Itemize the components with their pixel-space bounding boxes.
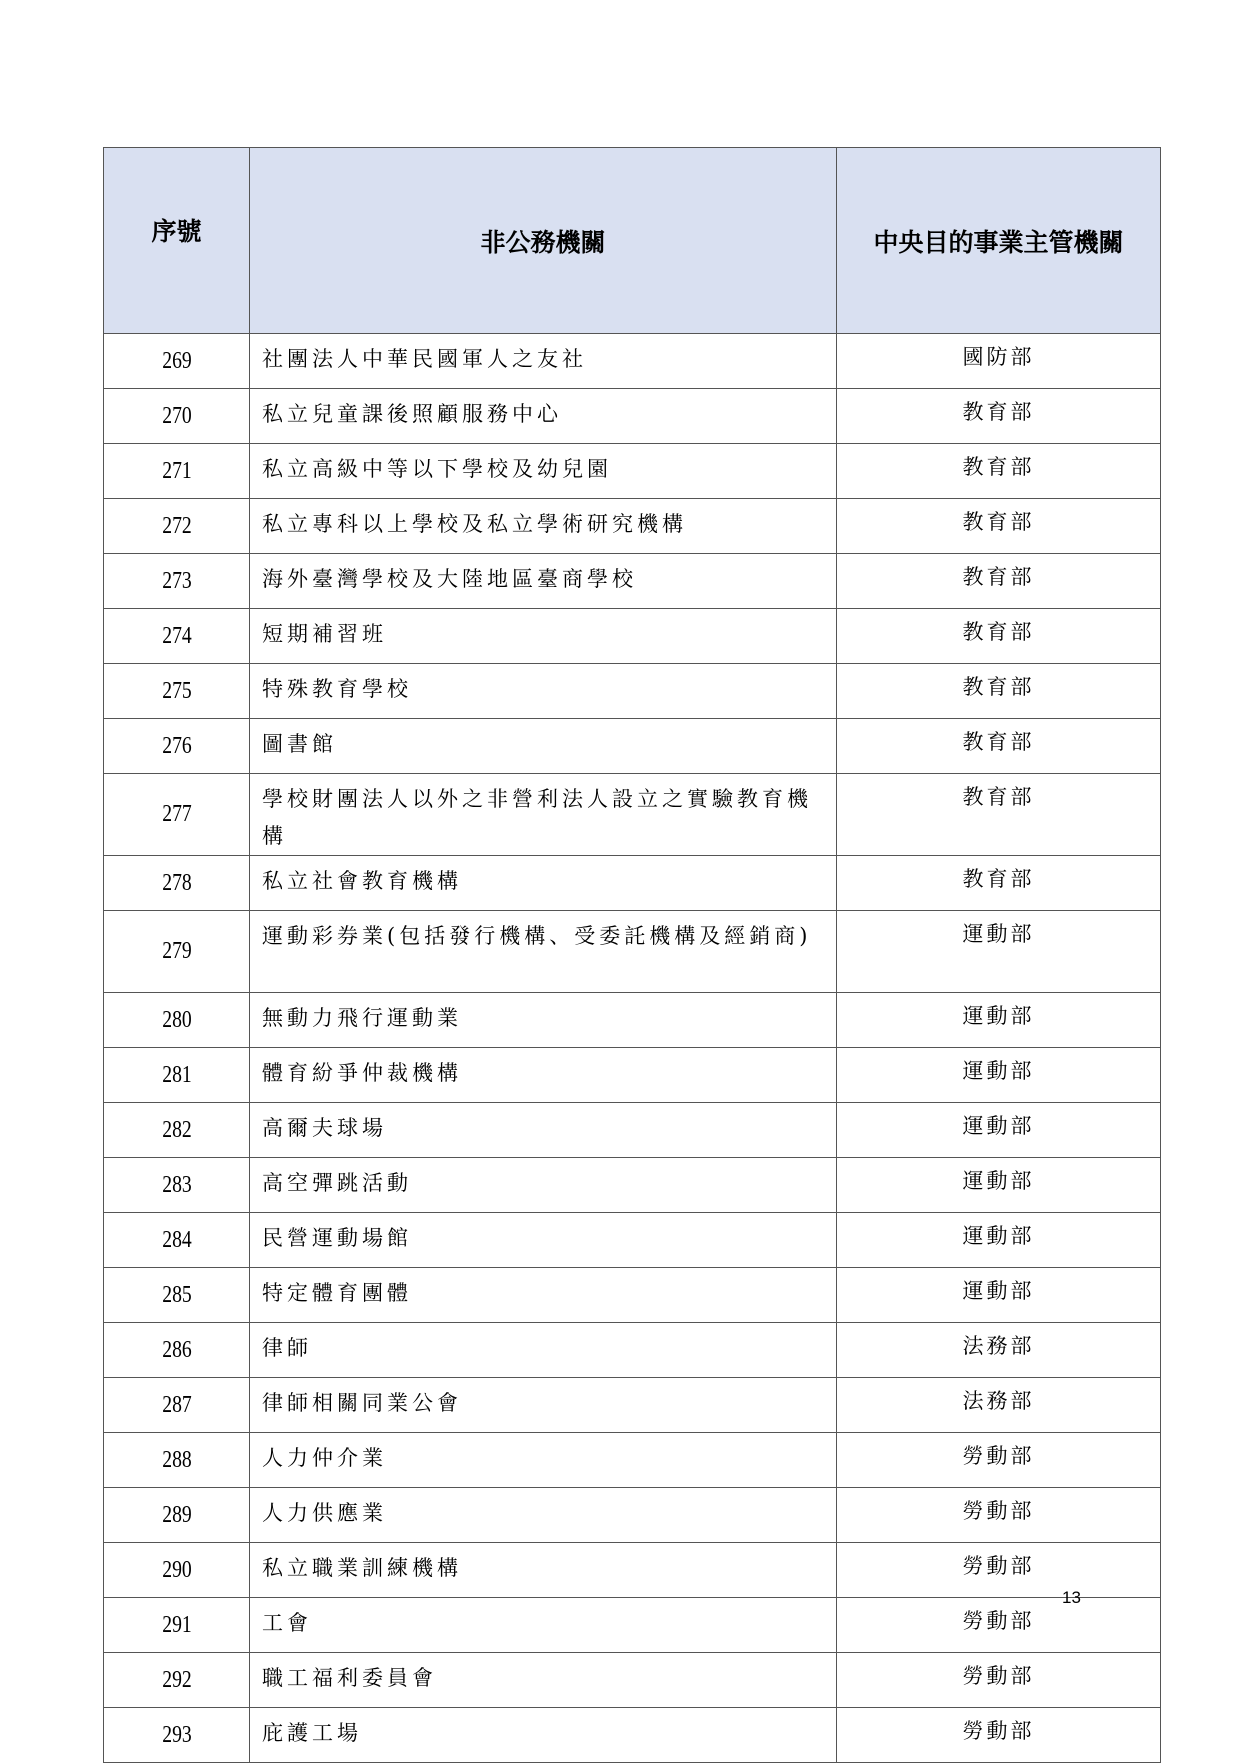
agency-name-cell: 律師相關同業公會 — [250, 1378, 837, 1433]
authority-cell: 運動部 — [837, 993, 1161, 1048]
serial-no-cell: 272 — [117, 499, 237, 554]
table-row — [104, 444, 1161, 499]
agency-name-cell: 人力供應業 — [250, 1488, 837, 1543]
table-row — [104, 499, 1161, 554]
serial-no-cell: 269 — [117, 334, 237, 389]
agency-name-cell: 私立兒童課後照顧服務中心 — [250, 389, 837, 444]
serial-no-cell: 278 — [117, 856, 237, 911]
authority-cell: 勞動部 — [837, 1433, 1161, 1488]
serial-no-cell: 290 — [117, 1543, 237, 1598]
table-row — [104, 334, 1161, 389]
authority-cell: 教育部 — [837, 609, 1161, 664]
table-row — [104, 911, 1161, 993]
agency-name-cell: 工會 — [250, 1598, 837, 1653]
table-row — [104, 1708, 1161, 1763]
agency-name-cell: 私立高級中等以下學校及幼兒園 — [250, 444, 837, 499]
agency-table — [103, 147, 1161, 1763]
agency-name-cell: 私立社會教育機構 — [250, 856, 837, 911]
agency-name-cell: 特殊教育學校 — [250, 664, 837, 719]
table-row — [104, 1598, 1161, 1653]
table-row — [104, 719, 1161, 774]
serial-no-cell: 273 — [117, 554, 237, 609]
agency-name-cell: 私立專科以上學校及私立學術研究機構 — [250, 499, 837, 554]
serial-no-cell: 293 — [117, 1708, 237, 1763]
authority-cell: 教育部 — [837, 389, 1161, 444]
agency-name-cell: 民營運動場館 — [250, 1213, 837, 1268]
table-row — [104, 1158, 1161, 1213]
table-row — [104, 1048, 1161, 1103]
serial-no-cell: 283 — [117, 1158, 237, 1213]
agency-name-cell: 體育紛爭仲裁機構 — [250, 1048, 837, 1103]
authority-cell: 教育部 — [837, 774, 1161, 856]
table-row — [104, 1378, 1161, 1433]
authority-cell: 勞動部 — [837, 1708, 1161, 1763]
authority-cell: 運動部 — [837, 911, 1161, 993]
table-row — [104, 1213, 1161, 1268]
agency-name-cell: 海外臺灣學校及大陸地區臺商學校 — [250, 554, 837, 609]
serial-no-cell: 292 — [117, 1653, 237, 1708]
serial-no-cell: 287 — [117, 1378, 237, 1433]
serial-no-cell: 279 — [117, 911, 237, 993]
agency-name-cell: 社團法人中華民國軍人之友社 — [250, 334, 837, 389]
authority-cell: 運動部 — [837, 1158, 1161, 1213]
agency-name-cell: 學校財團法人以外之非營利法人設立之實驗教育機構 — [250, 774, 837, 856]
table-row — [104, 1323, 1161, 1378]
agency-name-cell: 律師 — [250, 1323, 837, 1378]
serial-no-cell: 270 — [117, 389, 237, 444]
table-row — [104, 1543, 1161, 1598]
agency-name-cell: 私立職業訓練機構 — [250, 1543, 837, 1598]
serial-no-cell: 280 — [117, 993, 237, 1048]
serial-no-cell: 285 — [117, 1268, 237, 1323]
authority-cell: 教育部 — [837, 554, 1161, 609]
authority-cell: 教育部 — [837, 856, 1161, 911]
table-row — [104, 609, 1161, 664]
header-serial-no: 序號 — [104, 148, 250, 334]
table-row — [104, 389, 1161, 444]
table-row — [104, 774, 1161, 856]
serial-no-cell: 282 — [117, 1103, 237, 1158]
agency-name-cell: 庇護工場 — [250, 1708, 837, 1763]
agency-name-cell: 職工福利委員會 — [250, 1653, 837, 1708]
serial-no-cell: 286 — [117, 1323, 237, 1378]
serial-no-cell: 277 — [117, 774, 237, 856]
authority-cell: 勞動部 — [837, 1488, 1161, 1543]
agency-name-cell: 特定體育團體 — [250, 1268, 837, 1323]
authority-cell: 國防部 — [837, 334, 1161, 389]
table-row — [104, 856, 1161, 911]
authority-cell: 勞動部 — [837, 1598, 1161, 1653]
agency-name-cell: 高空彈跳活動 — [250, 1158, 837, 1213]
table-row — [104, 1103, 1161, 1158]
table-row — [104, 1488, 1161, 1543]
agency-name-cell: 短期補習班 — [250, 609, 837, 664]
serial-no-cell: 276 — [117, 719, 237, 774]
serial-no-cell: 284 — [117, 1213, 237, 1268]
header-non-government-agency: 非公務機關 — [250, 148, 837, 334]
authority-cell: 教育部 — [837, 664, 1161, 719]
authority-cell: 勞動部 — [837, 1653, 1161, 1708]
table-row — [104, 664, 1161, 719]
authority-cell: 法務部 — [837, 1323, 1161, 1378]
serial-no-cell: 289 — [117, 1488, 237, 1543]
authority-cell: 運動部 — [837, 1103, 1161, 1158]
serial-no-cell: 275 — [117, 664, 237, 719]
serial-no-cell: 288 — [117, 1433, 237, 1488]
authority-cell: 教育部 — [837, 499, 1161, 554]
serial-no-cell: 281 — [117, 1048, 237, 1103]
agency-name-cell: 圖書館 — [250, 719, 837, 774]
table-row — [104, 1653, 1161, 1708]
authority-cell: 法務部 — [837, 1378, 1161, 1433]
agency-name-cell: 無動力飛行運動業 — [250, 993, 837, 1048]
serial-no-cell: 291 — [117, 1598, 237, 1653]
table-row — [104, 993, 1161, 1048]
authority-cell: 教育部 — [837, 444, 1161, 499]
authority-cell: 運動部 — [837, 1048, 1161, 1103]
authority-cell: 勞動部 — [837, 1543, 1161, 1598]
serial-no-cell: 274 — [117, 609, 237, 664]
table-row — [104, 554, 1161, 609]
header-competent-authority: 中央目的事業主管機關 — [837, 148, 1161, 334]
authority-cell: 教育部 — [837, 719, 1161, 774]
serial-no-cell: 271 — [117, 444, 237, 499]
table-row — [104, 1268, 1161, 1323]
authority-cell: 運動部 — [837, 1213, 1161, 1268]
agency-name-cell: 運動彩券業(包括發行機構、受委託機構及經銷商) — [250, 911, 837, 993]
authority-cell: 運動部 — [837, 1268, 1161, 1323]
agency-name-cell: 高爾夫球場 — [250, 1103, 837, 1158]
agency-name-cell: 人力仲介業 — [250, 1433, 837, 1488]
page-number: 13 — [1062, 1588, 1081, 1607]
table-header-row — [104, 148, 1161, 334]
table-row — [104, 1433, 1161, 1488]
